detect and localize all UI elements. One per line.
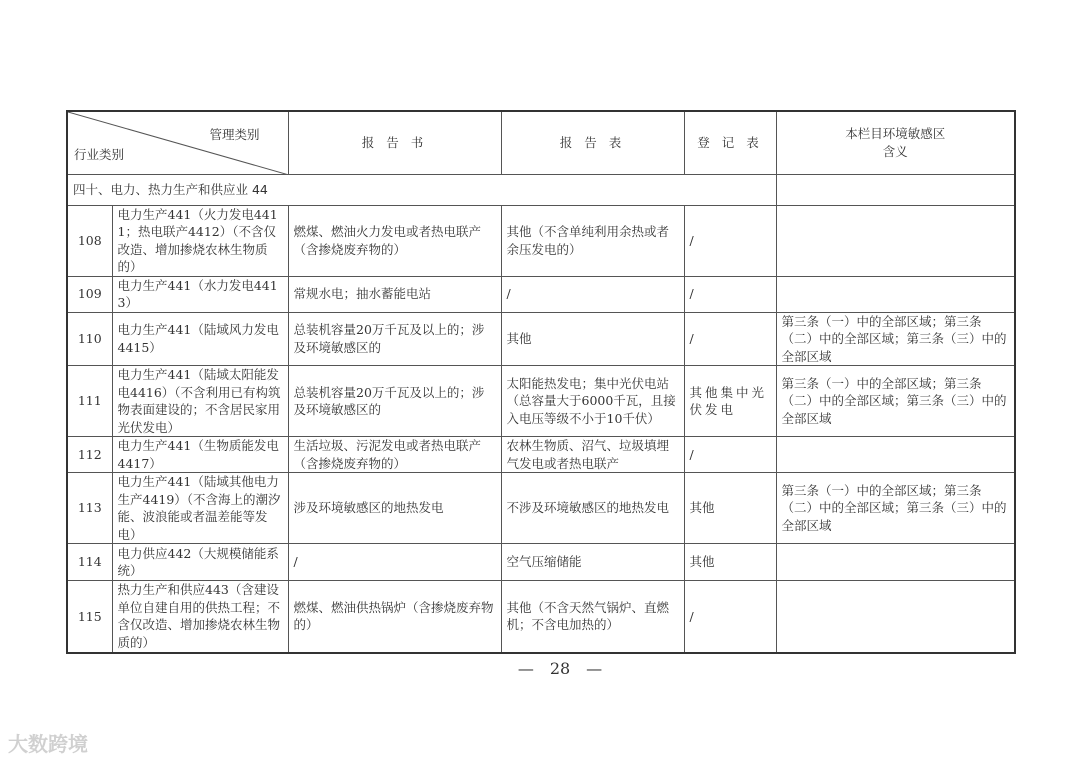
sensitive-area-cell: 第三条（一）中的全部区域；第三条（二）中的全部区域；第三条（三）中的全部区域 [776, 366, 1015, 437]
sensitive-area-cell [776, 581, 1015, 653]
sensitive-area-cell [776, 205, 1015, 276]
registration-form-cell: / [684, 581, 776, 653]
table-row [67, 312, 1015, 366]
report-book-cell: 总装机容量20万千瓦及以上的；涉及环境敏感区的 [288, 366, 501, 437]
registration-form-cell: 其他 [684, 544, 776, 581]
report-form-header: 报 告 表 [501, 111, 684, 174]
report-book-cell: 涉及环境敏感区的地热发电 [288, 473, 501, 544]
sensitive-area-header: 本栏目环境敏感区 含义 [776, 111, 1015, 174]
diagonal-line [68, 112, 289, 175]
report-form-cell: 其他（不含单纯利用余热或者余压发电的） [501, 205, 684, 276]
industry-category-label: 行业类别 [74, 147, 125, 162]
report-book-cell: / [288, 544, 501, 581]
report-form-cell: 太阳能热发电；集中光伏电站（总容量大于6000千瓦，且接入电压等级不小于10千伏） [501, 366, 684, 437]
page-number: — 28 — [517, 659, 603, 678]
industry-category: 电力生产441（陆域风力发电4415） [112, 312, 288, 366]
sensitive-area-cell: 第三条（一）中的全部区域；第三条（二）中的全部区域；第三条（三）中的全部区域 [776, 473, 1015, 544]
table-row [67, 581, 1015, 653]
report-form-cell: 空气压缩储能 [501, 544, 684, 581]
report-book-cell: 生活垃圾、污泥发电或者热电联产（含掺烧废弃物的） [288, 437, 501, 473]
industry-category: 电力生产441（陆域太阳能发电4416）（不含利用已有构筑物表面建设的；不含居民家用光伏发电） [112, 366, 288, 437]
registration-form-cell: 其他 [684, 473, 776, 544]
watermark-logo: 大数跨境 [8, 732, 88, 756]
table-row [67, 276, 1015, 312]
report-form-cell: 其他（不含天然气锅炉、直燃机；不含电加热的） [501, 581, 684, 653]
row-number: 111 [67, 366, 112, 437]
industry-category: 电力生产441（火力发电4411；热电联产4412）（不含仅改造、增加掺烧农林生物质的） [112, 205, 288, 276]
header-row [67, 111, 1015, 174]
report-form-cell: 农林生物质、沼气、垃圾填埋气发电或者热电联产 [501, 437, 684, 473]
report-form-cell: 不涉及环境敏感区的地热发电 [501, 473, 684, 544]
row-number: 114 [67, 544, 112, 581]
section-row [67, 174, 1015, 205]
report-book-cell: 常规水电；抽水蓄能电站 [288, 276, 501, 312]
row-number: 109 [67, 276, 112, 312]
section-empty-cell [776, 174, 1015, 205]
registration-form-cell: / [684, 276, 776, 312]
row-number: 108 [67, 205, 112, 276]
table-row [67, 366, 1015, 437]
report-form-cell: 其他 [501, 312, 684, 366]
table-row [67, 205, 1015, 276]
sensitive-area-cell [776, 276, 1015, 312]
report-book-cell: 燃煤、燃油供热锅炉（含掺烧废弃物的） [288, 581, 501, 653]
mgmt-category-label: 管理类别 [209, 127, 260, 142]
diagonal-header-cell [67, 111, 288, 174]
table-row [67, 544, 1015, 581]
eia-classification-table [66, 110, 1016, 654]
row-number: 113 [67, 473, 112, 544]
industry-category: 电力供应442（大规模储能系统） [112, 544, 288, 581]
report-book-header: 报 告 书 [288, 111, 501, 174]
report-form-cell: / [501, 276, 684, 312]
section-title: 四十、电力、热力生产和供应业 44 [67, 174, 776, 205]
sensitive-area-cell [776, 544, 1015, 581]
industry-category: 电力生产441（陆域其他电力生产4419）（不含海上的潮汐能、波浪能或者温差能等发电） [112, 473, 288, 544]
table-row [67, 437, 1015, 473]
table-row [67, 473, 1015, 544]
registration-form-cell: 其他集中光伏发电 [684, 366, 776, 437]
registration-form-cell: / [684, 205, 776, 276]
row-number: 115 [67, 581, 112, 653]
sensitive-area-cell [776, 437, 1015, 473]
industry-category: 热力生产和供应443（含建设单位自建自用的供热工程；不含仅改造、增加掺烧农林生物质的） [112, 581, 288, 653]
registration-form-header: 登 记 表 [684, 111, 776, 174]
row-number: 110 [67, 312, 112, 366]
industry-category: 电力生产441（生物质能发电4417） [112, 437, 288, 473]
sensitive-area-cell: 第三条（一）中的全部区域；第三条（二）中的全部区域；第三条（三）中的全部区域 [776, 312, 1015, 366]
report-book-cell: 燃煤、燃油火力发电或者热电联产（含掺烧废弃物的） [288, 205, 501, 276]
report-book-cell: 总装机容量20万千瓦及以上的；涉及环境敏感区的 [288, 312, 501, 366]
registration-form-cell: / [684, 312, 776, 366]
industry-category: 电力生产441（水力发电4413） [112, 276, 288, 312]
registration-form-cell: / [684, 437, 776, 473]
row-number: 112 [67, 437, 112, 473]
